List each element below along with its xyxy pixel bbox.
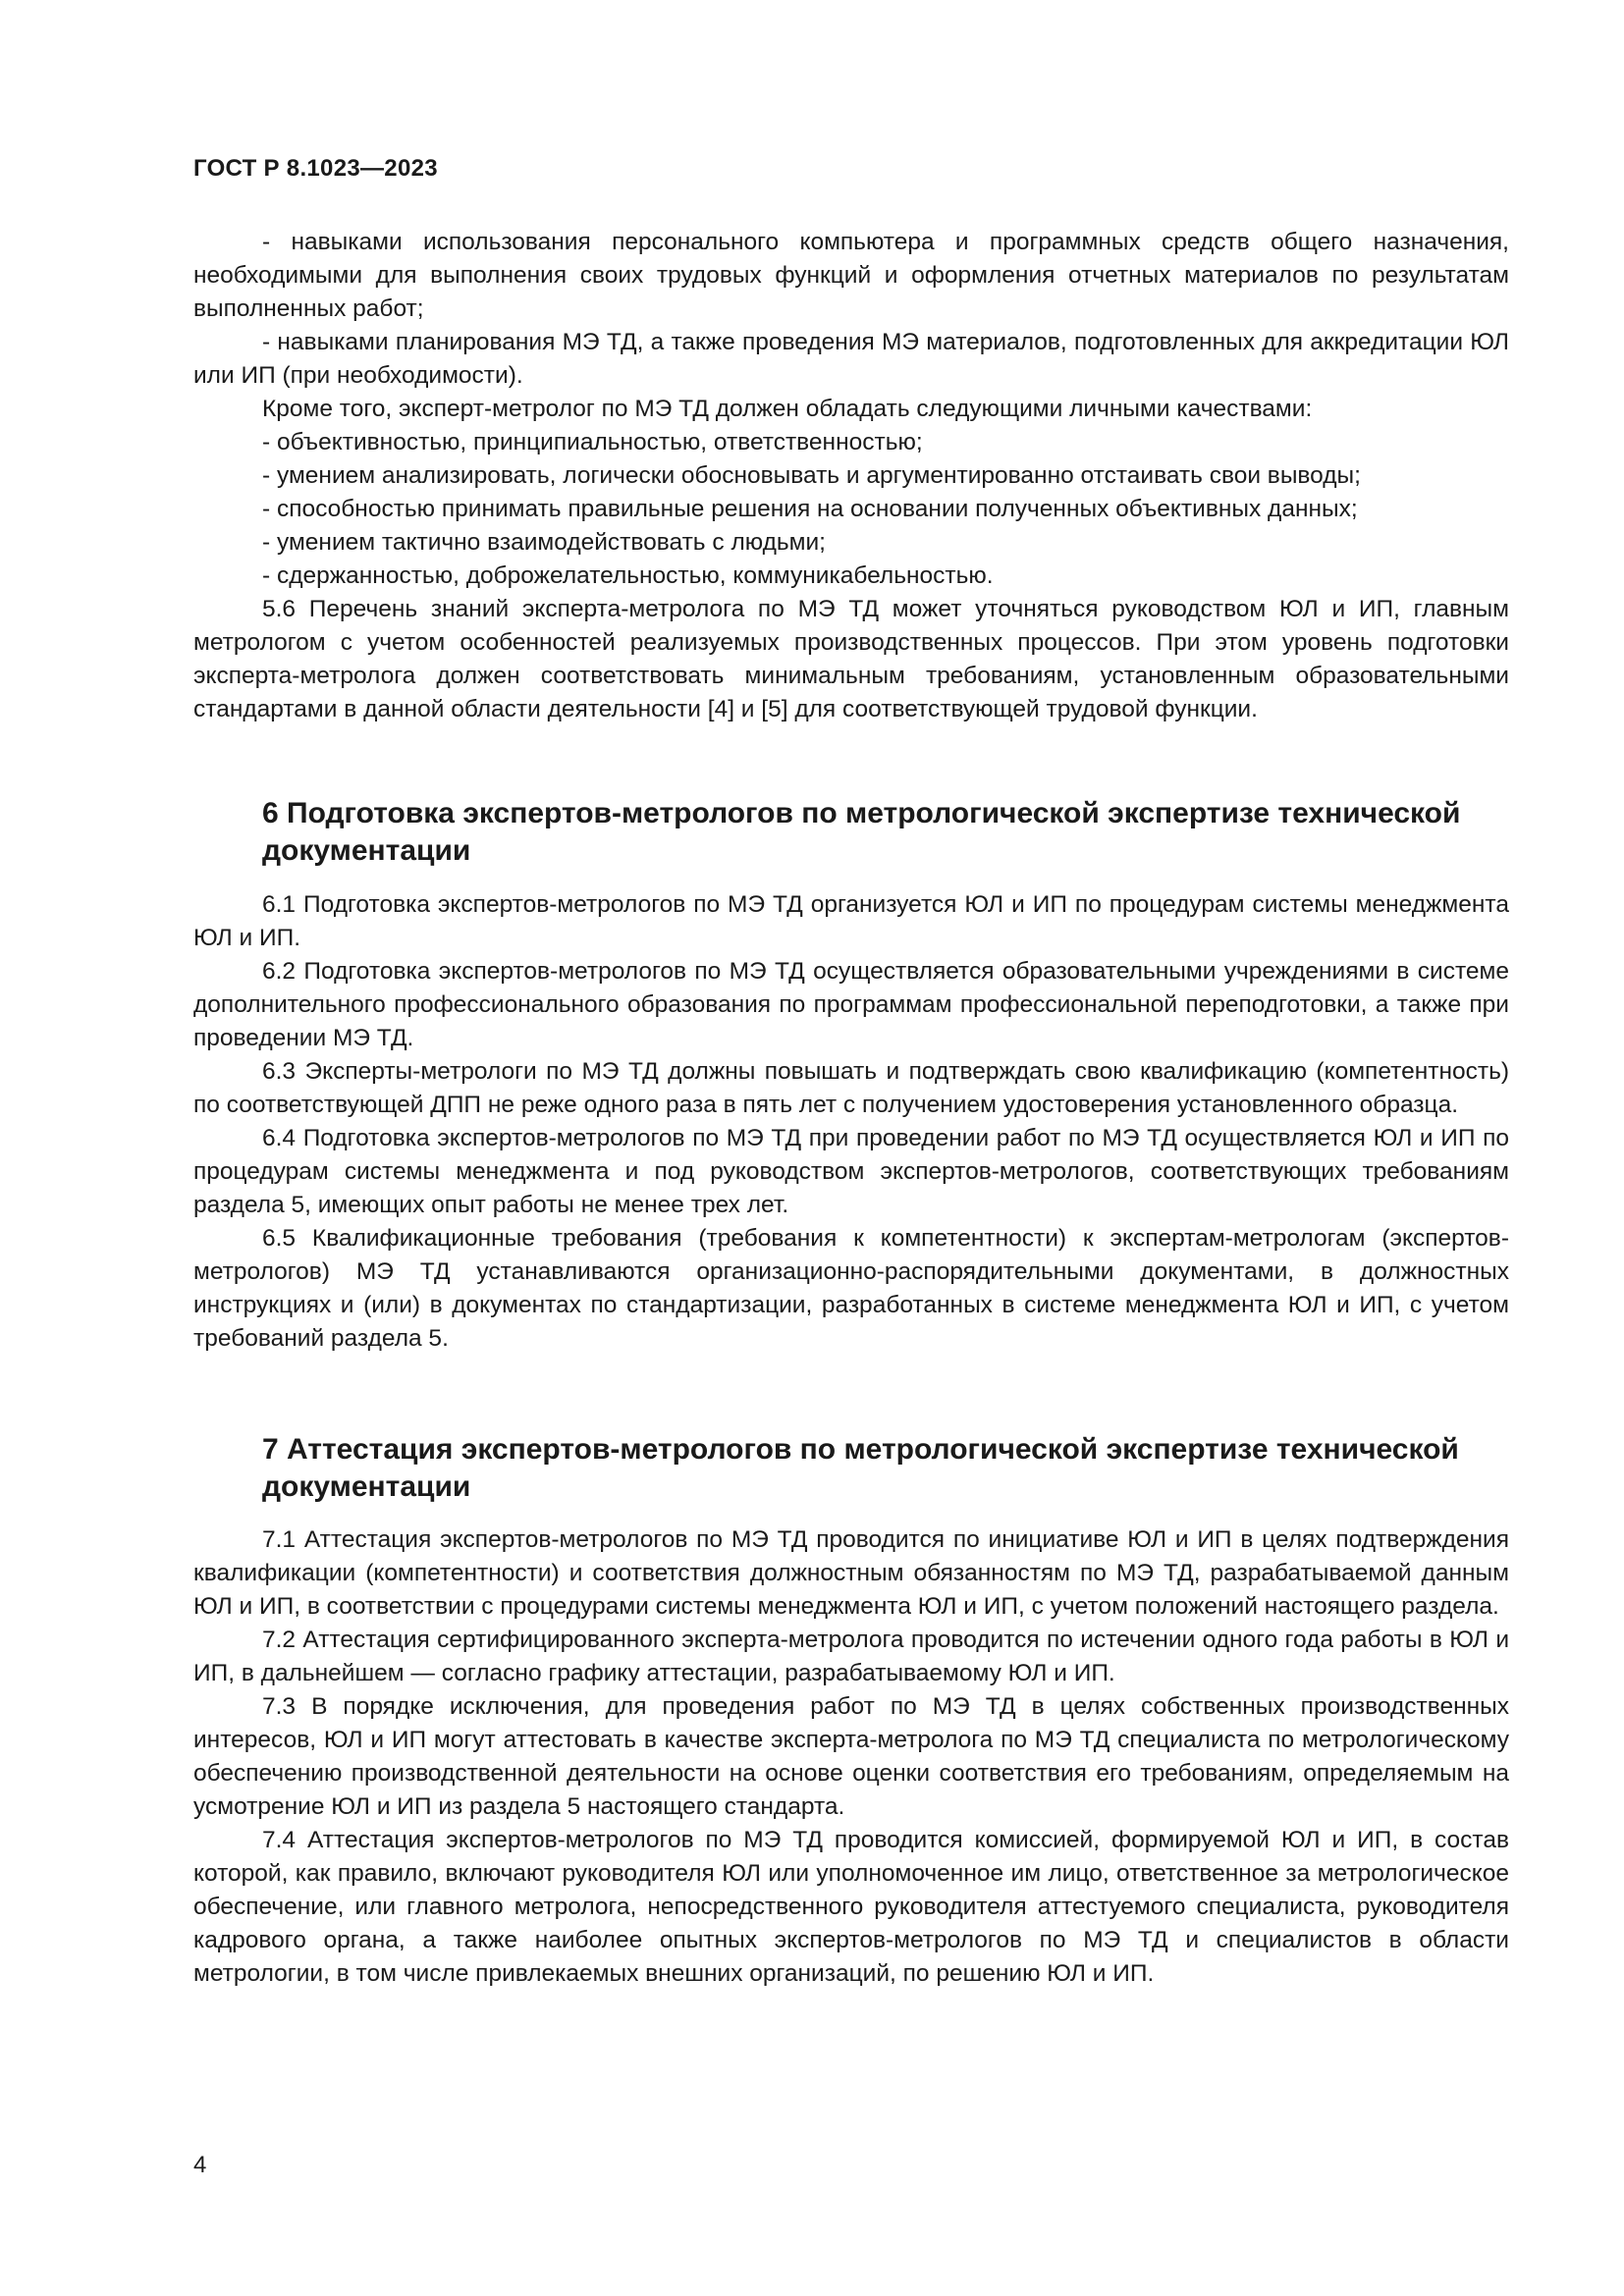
paragraph: - объективностью, принципиальностью, ответственностью; [262, 429, 923, 455]
paragraph: 6.5 Квалификационные требования (требования к компетентности) к экспертам-метрологам (экспертов-метрологов) МЭ ТД устанавливаются организационно-распорядительными документами, в должностных инструкциях и (или) в документах по стандартизации, разработанных в системе менеджмента ЮЛ и ИП, с учетом требований раздела 5. [193, 1225, 1509, 1352]
section-6-body [193, 888, 1509, 1356]
document-header: ГОСТ Р 8.1023—2023 [193, 155, 438, 182]
paragraph: 6.3 Эксперты-метрологи по МЭ ТД должны повышать и подтверждать свою квалификацию (компетентность) по соответствующей ДПП не реже одного раза в пять лет с получением удостоверения установленного образца. [193, 1058, 1509, 1118]
paragraph: 6.4 Подготовка экспертов-метрологов по МЭ ТД при проведении работ по МЭ ТД осуществляется ЮЛ и ИП по процедурам системы менеджмента и под руководством экспертов-метрологов, соответствующих требованиям раздела 5, имеющих опыт работы не менее трех лет. [193, 1125, 1509, 1218]
paragraph: 7.4 Аттестация экспертов-метрологов по МЭ ТД проводится комиссией, формируемой ЮЛ и ИП, в состав которой, как правило, включают руководителя ЮЛ или уполномоченное им лицо, ответственное за метрологическое обеспечение, или главного метролога, непосредственного руководителя аттестуемого специалиста, руководителя кадрового органа, а также наиболее опытных экспертов-метрологов по МЭ ТД и специалистов в области метрологии, в том числе привлекаемых внешних организаций, по решению ЮЛ и ИП. [193, 1827, 1509, 1987]
paragraph: 6.1 Подготовка экспертов-метрологов по МЭ ТД организуется ЮЛ и ИП по процедурам системы менеджмента ЮЛ и ИП. [193, 891, 1509, 951]
paragraph: 7.1 Аттестация экспертов-метрологов по МЭ ТД проводится по инициативе ЮЛ и ИП в целях подтверждения квалификации (компетентности) и соответствия должностным обязанностям по МЭ ТД, разрабатываемой данным ЮЛ и ИП, в соответствии с процедурами системы менеджмента ЮЛ и ИП, с учетом положений настоящего раздела. [193, 1526, 1509, 1620]
paragraph: 7.2 Аттестация сертифицированного эксперта-метролога проводится по истечении одного года работы в ЮЛ и ИП, в дальнейшем — согласно графику аттестации, разрабатываемому ЮЛ и ИП. [193, 1627, 1509, 1686]
paragraph: Кроме того, эксперт-метролог по МЭ ТД должен обладать следующими личными качествами: [262, 396, 1313, 422]
section-7-body [193, 1523, 1509, 1991]
paragraph: - навыками использования персонального компьютера и программных средств общего назначения, необходимыми для выполнения своих трудовых функций и оформления отчетных материалов по результатам выполненных работ; [193, 229, 1509, 322]
page-number: 4 [193, 2152, 207, 2178]
section-7-heading: 7 Аттестация экспертов-метрологов по метрологической экспертизе технической документации [262, 1433, 1459, 1503]
paragraph: 7.3 В порядке исключения, для проведения работ по МЭ ТД в целях собственных производственных интересов, ЮЛ и ИП могут аттестовать в качестве эксперта-метролога по МЭ ТД специалиста по метрологическому обеспечению производственной деятельности на основе оценки соответствия его требованиям, определяемым на усмотрение ЮЛ и ИП из раздела 5 настоящего стандарта. [193, 1693, 1509, 1820]
paragraph: - умением тактично взаимодействовать с людьми; [262, 529, 826, 556]
paragraph: - способностью принимать правильные решения на основании полученных объективных данных; [262, 496, 1358, 522]
paragraph: 5.6 Перечень знаний эксперта-метролога по МЭ ТД может уточняться руководством ЮЛ и ИП, главным метрологом с учетом особенностей реализуемых производственных процессов. При этом уровень подготовки эксперта-метролога должен соответствовать минимальным требованиям, установленным образовательными стандартами в данной области деятельности [4] и [5] для соответствующей трудовой функции. [193, 596, 1509, 722]
paragraph: - умением анализировать, логически обосновывать и аргументированно отстаивать свои выводы; [262, 462, 1361, 489]
text-block-continuation [193, 226, 1509, 726]
section-6-heading: 6 Подготовка экспертов-метрологов по метрологической экспертизе технической документации [262, 797, 1461, 867]
paragraph: 6.2 Подготовка экспертов-метрологов по МЭ ТД осуществляется образовательными учреждениями в системе дополнительного профессионального образования по программам профессиональной переподготовки, а также при проведении МЭ ТД. [193, 958, 1509, 1051]
paragraph: - сдержанностью, доброжелательностью, коммуникабельностью. [262, 562, 994, 589]
paragraph: - навыками планирования МЭ ТД, а также проведения МЭ материалов, подготовленных для аккредитации ЮЛ или ИП (при необходимости). [193, 329, 1509, 389]
